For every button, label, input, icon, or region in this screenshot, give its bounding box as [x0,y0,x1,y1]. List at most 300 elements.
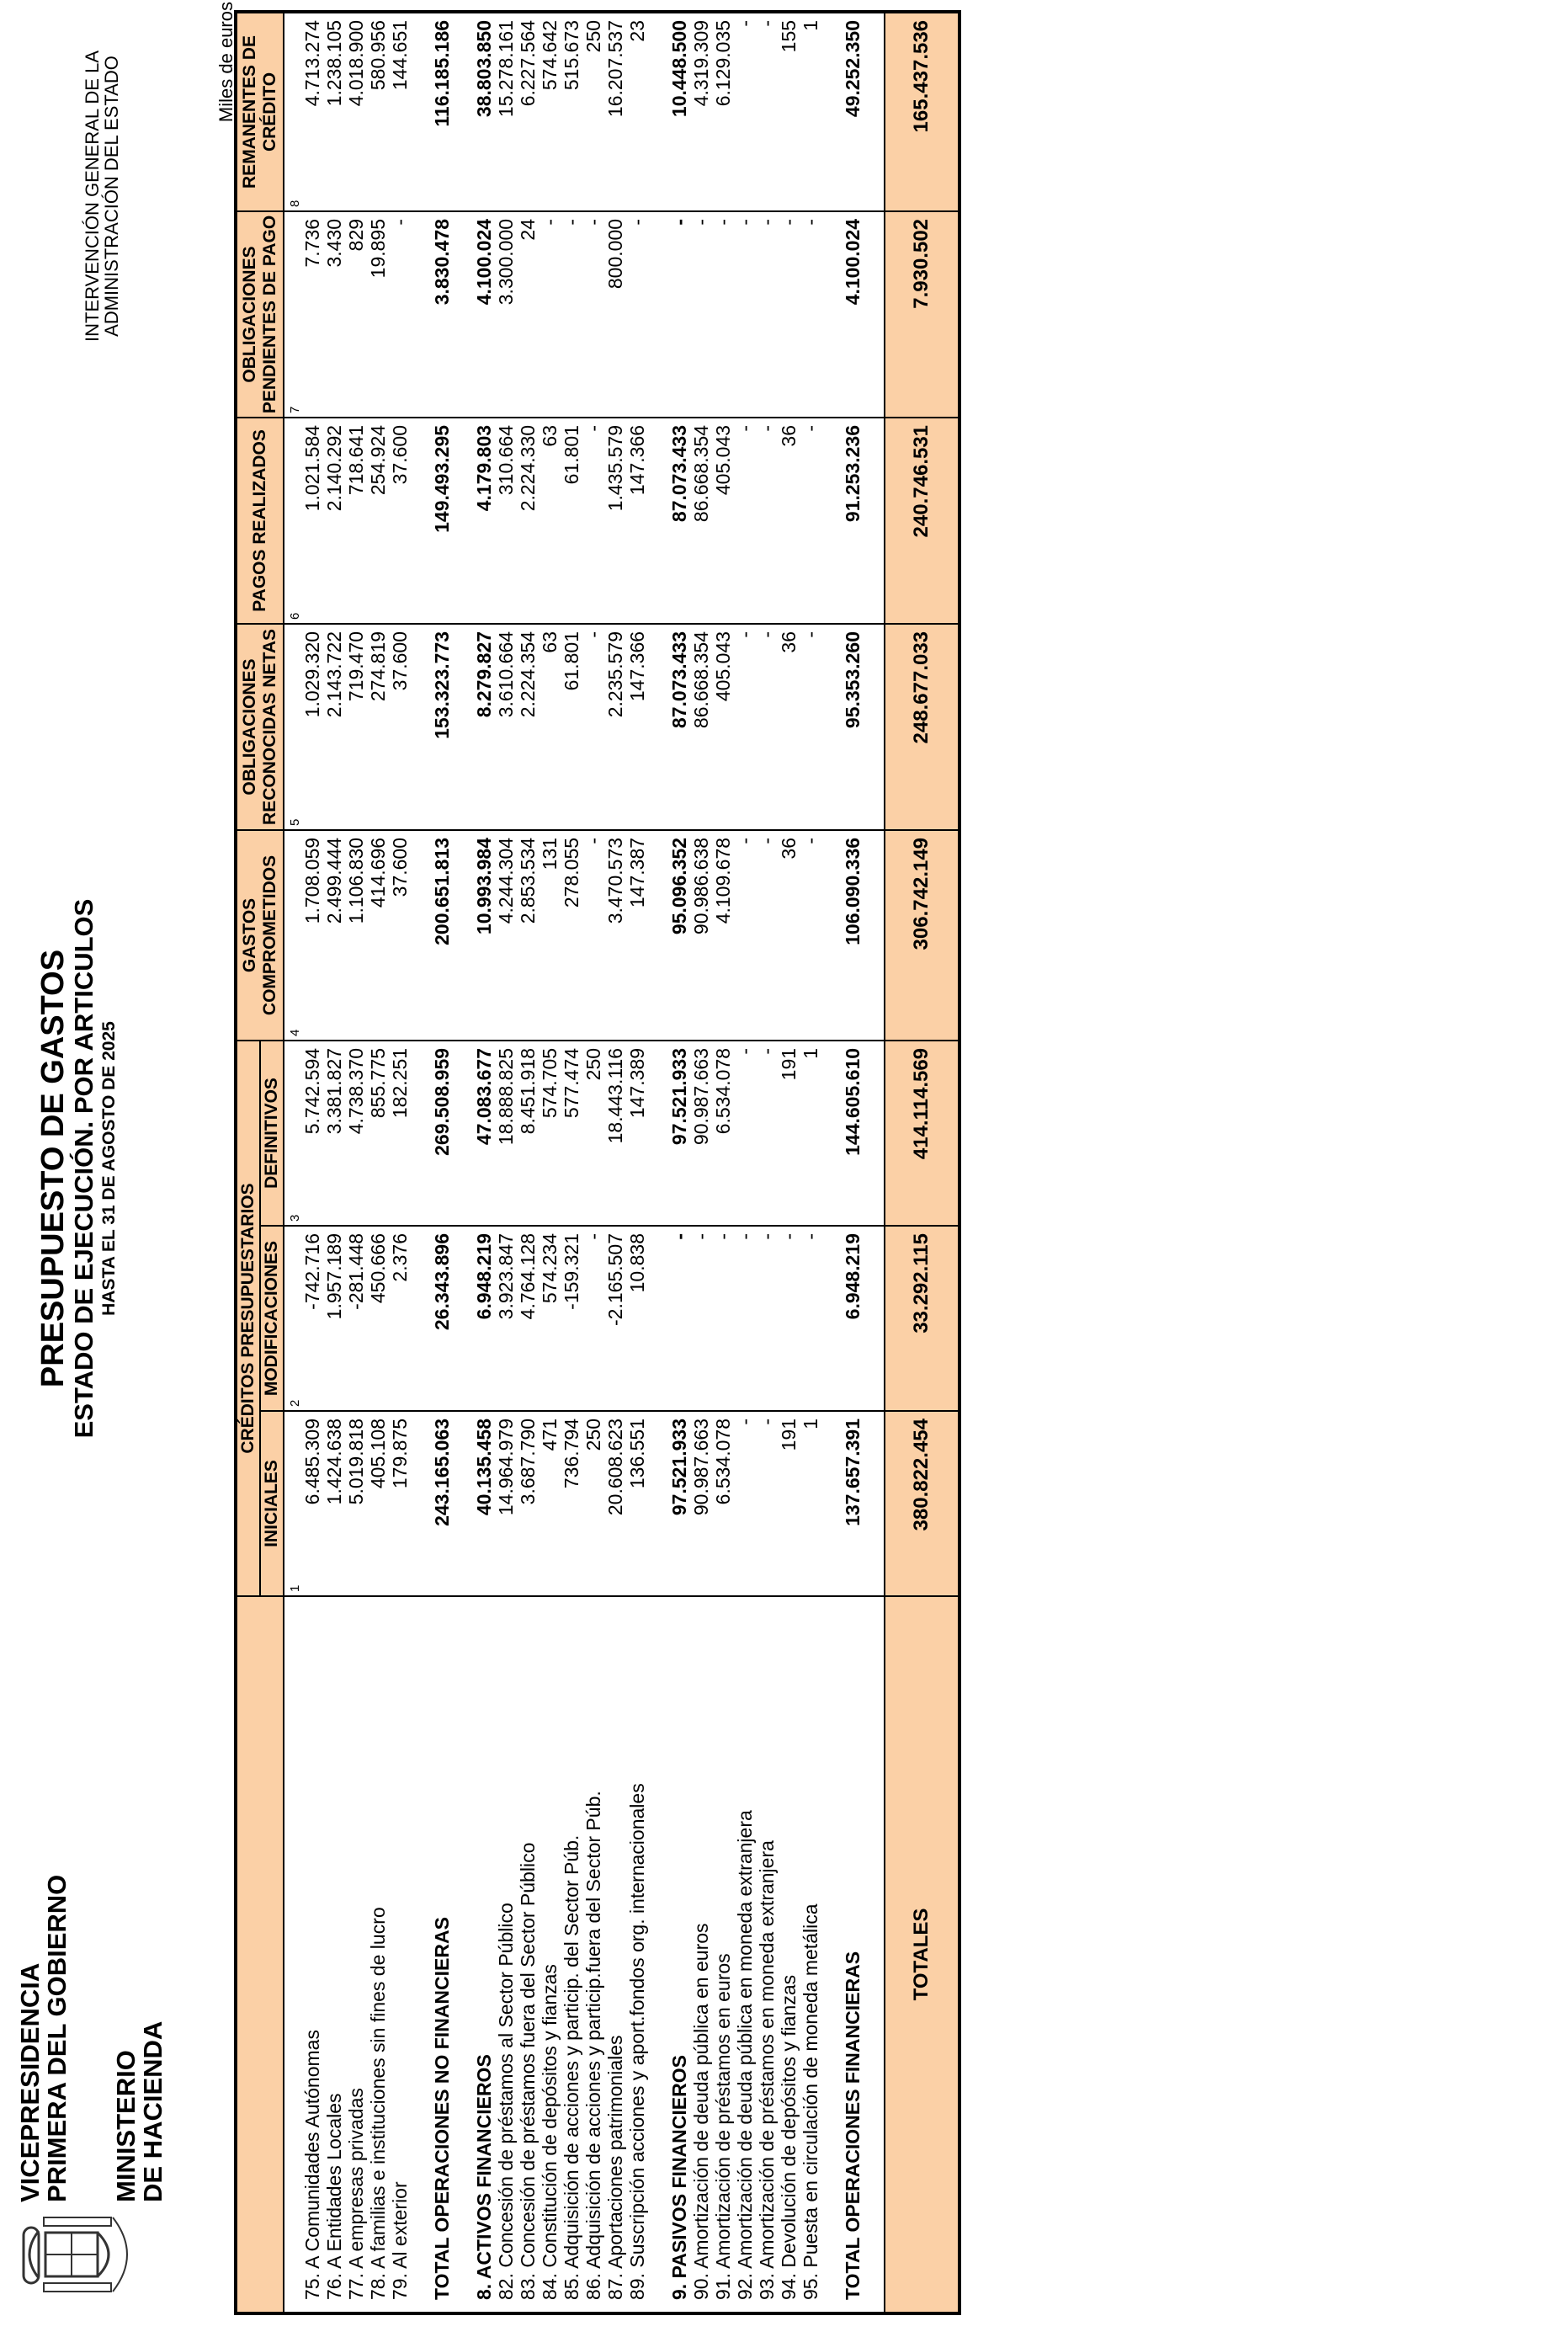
row-label: 84. Constitución de depósitos y fianzas [539,1964,561,2300]
value-cell: 3.381.827 [323,1041,345,1226]
spacer-cell [821,211,842,418]
value-cell: -2.165.507 [604,1226,626,1411]
value-cell: 4.179.803 [473,418,495,624]
value-cell: 155 [778,13,800,211]
spacer-row [453,13,473,2312]
value-cell: - [389,211,411,418]
value-cell: 274.819 [367,624,389,830]
value-cell: 153.323.773 [431,624,453,830]
value-cell: 243.165.063 [431,1411,453,1596]
subtotal-row [473,13,495,2312]
value-cell: 36 [778,624,800,830]
spacer-row [648,13,668,2312]
header-pagos-realizados: PAGOS REALIZADOS [237,418,284,624]
value-cell: 147.366 [626,624,648,830]
value-cell: 91.253.236 [842,418,864,624]
value-cell: 97.521.933 [668,1411,690,1596]
value-cell: 23 [626,13,648,211]
value-cell: 8.279.827 [473,624,495,830]
row-label: 94. Devolución de depósitos y fianzas [778,1974,800,2300]
value-cell: 90.987.663 [690,1411,712,1596]
value-cell: - [756,830,778,1041]
value-cell: 405.108 [367,1411,389,1596]
spacer-cell [864,624,885,830]
value-cell: 18.888.825 [495,1041,517,1226]
value-cell: -281.448 [345,1226,367,1411]
value-cell: - [539,211,561,418]
value-cell: - [800,1226,821,1411]
row-label: 95. Puesta en circulación de moneda metálica [800,1903,821,2300]
value-cell: 719.470 [345,624,367,830]
column-number: 3 [284,1041,301,1226]
table-row [495,13,517,2312]
value-cell: 116.185.186 [431,13,453,211]
value-cell: 86.668.354 [690,418,712,624]
spacer-cell [821,418,842,624]
row-label: 83. Concesión de préstamos fuera del Sector Público [517,1842,539,2300]
table-row [367,13,389,2312]
value-cell: 250 [582,13,604,211]
row-label: TOTAL OPERACIONES FINANCIERAS [842,1951,864,2300]
spacer-cell [411,1411,431,1596]
value-cell: - [800,418,821,624]
value-cell: 200.651.813 [431,830,453,1041]
value-cell: 718.641 [345,418,367,624]
value-cell: 14.964.979 [495,1411,517,1596]
value-cell: 1.021.584 [301,418,323,624]
value-cell: 137.657.391 [842,1411,864,1596]
value-cell: 86.668.354 [690,624,712,830]
table-row [517,13,539,2312]
spacer-cell [648,830,668,1041]
table-header-row [237,13,260,2312]
value-cell: 2.376 [389,1226,411,1411]
value-cell: 6.534.078 [712,1411,734,1596]
row-label: 87. Aportaciones patrimoniales [604,2035,626,2300]
spacer-row [864,13,885,2312]
value-cell: - [626,211,648,418]
spacer-cell [648,211,668,418]
row-label: 93. Amortización de préstamos en moneda extranjera [756,1840,778,2300]
value-cell: 574.234 [539,1226,561,1411]
row-label: TOTALES [885,1596,958,2312]
value-cell: 1.029.320 [301,624,323,830]
header-modificaciones: MODIFICACIONES [260,1226,284,1411]
value-cell: - [778,1226,800,1411]
value-cell: - [800,211,821,418]
spacer-cell [453,1226,473,1411]
intervencion-label: INTERVENCIÓN GENERAL DE LA ADMINISTRACIÓN DEL ESTADO [82,51,122,342]
value-cell: 49.252.350 [842,13,864,211]
spacer-cell [821,1411,842,1596]
value-cell: 4.100.024 [473,211,495,418]
value-cell: - [561,211,582,418]
value-cell: 1.424.638 [323,1411,345,1596]
header-creditos-presupuestarios: CRÉDITOS PRESUPUESTARIOS [237,1041,260,1596]
row-label: 76. A Entidades Locales [323,2093,345,2300]
value-cell: - [734,418,756,624]
value-cell: 736.794 [561,1411,582,1596]
value-cell: - [756,418,778,624]
value-cell: - [582,418,604,624]
value-cell: 1.435.579 [604,418,626,624]
vicepresidencia-label: VICEPRESIDENCIA PRIMERA DEL GOBIERNO [15,1874,72,2202]
value-cell: - [734,1411,756,1596]
value-cell: 10.838 [626,1226,648,1411]
spacer-cell [453,1411,473,1596]
value-cell: - [712,1226,734,1411]
table-row [345,13,367,2312]
subtotal-row [842,13,864,2312]
value-cell: 855.775 [367,1041,389,1226]
value-cell: 414.114.569 [885,1041,958,1226]
value-cell: - [690,1226,712,1411]
value-cell: - [734,1226,756,1411]
value-cell: 10.993.984 [473,830,495,1041]
value-cell: 18.443.116 [604,1041,626,1226]
value-cell: 37.600 [389,830,411,1041]
value-cell: 95.353.260 [842,624,864,830]
spacer-cell [864,1226,885,1411]
spacer-cell [411,624,431,830]
spacer-cell [648,1041,668,1226]
value-cell: - [582,624,604,830]
value-cell: 2.224.330 [517,418,539,624]
value-cell: 26.343.896 [431,1226,453,1411]
spacer-cell [411,418,431,624]
row-label: 78. A familias e instituciones sin fines de lucro [367,1907,389,2300]
totals-row [885,13,958,2312]
value-cell: 144.605.610 [842,1041,864,1226]
spacer-cell [453,830,473,1041]
value-cell: 2.499.444 [323,830,345,1041]
header-remanentes: REMANENTES DE CRÉDITO [237,13,284,211]
spacer-cell [864,1596,885,2312]
value-cell: 4.109.678 [712,830,734,1041]
value-cell: - [582,1226,604,1411]
value-cell: 3.430 [323,211,345,418]
value-cell: 147.366 [626,418,648,624]
value-cell: 829 [345,211,367,418]
value-cell: 450.666 [367,1226,389,1411]
value-cell: 149.493.295 [431,418,453,624]
row-label: 92. Amortización de deuda pública en moneda extranjera [734,1810,756,2300]
value-cell: 574.642 [539,13,561,211]
column-number-row [284,13,301,2312]
value-cell: 5.742.594 [301,1041,323,1226]
spacer-cell [411,1041,431,1226]
value-cell: - [668,211,690,418]
value-cell: 2.224.354 [517,624,539,830]
value-cell: 3.300.000 [495,211,517,418]
ministerio-label: MINISTERIO DE HACIENDA [111,2020,167,2202]
spacer-cell [453,13,473,211]
value-cell: 278.055 [561,830,582,1041]
value-cell: - [734,624,756,830]
value-cell: 414.696 [367,830,389,1041]
value-cell: 1.106.830 [345,830,367,1041]
value-cell: 1 [800,1041,821,1226]
value-cell: 7.930.502 [885,211,958,418]
value-cell: 38.803.850 [473,13,495,211]
header-obligaciones-netas: OBLIGACIONES RECONOCIDAS NETAS [237,624,284,830]
spacer-cell [411,211,431,418]
table-row [690,13,712,2312]
header-blank-cell [237,1596,284,2312]
value-cell: - [582,211,604,418]
value-cell: 2.140.292 [323,418,345,624]
table-row [582,13,604,2312]
value-cell: 144.651 [389,13,411,211]
value-cell: 90.986.638 [690,830,712,1041]
column-number: 4 [284,830,301,1041]
value-cell: 37.600 [389,624,411,830]
spacer-cell [821,830,842,1041]
row-label: TOTAL OPERACIONES NO FINANCIERAS [431,1917,453,2300]
value-cell: 4.018.900 [345,13,367,211]
spacer-row [411,13,431,2312]
value-cell: 6.485.309 [301,1411,323,1596]
subtotal-row [668,13,690,2312]
header-definitivos: DEFINITIVOS [260,1041,284,1226]
row-label: 8. ACTIVOS FINANCIEROS [473,2054,495,2300]
table-row [539,13,561,2312]
table-row [800,13,821,2312]
value-cell: 10.448.500 [668,13,690,211]
value-cell: - [734,830,756,1041]
spacer-cell [411,1226,431,1411]
spacer-cell [453,624,473,830]
value-cell: - [734,1041,756,1226]
value-cell: 250 [582,1411,604,1596]
value-cell: 95.096.352 [668,830,690,1041]
value-cell: 6.129.035 [712,13,734,211]
spacer-cell [821,1596,842,2312]
subtotal-row [431,13,453,2312]
value-cell: - [712,211,734,418]
value-cell: 2.143.722 [323,624,345,830]
value-cell: 7.736 [301,211,323,418]
value-cell: 1.957.189 [323,1226,345,1411]
spacer-cell [864,13,885,211]
budget-execution-table [237,13,958,2312]
spacer-cell [821,624,842,830]
spacer-cell [864,1041,885,1226]
table-row [389,13,411,2312]
value-cell: 131 [539,830,561,1041]
value-cell: 63 [539,418,561,624]
value-cell: - [800,624,821,830]
table-row [756,13,778,2312]
spacer-cell [648,13,668,211]
value-cell: -742.716 [301,1226,323,1411]
value-cell: 6.534.078 [712,1041,734,1226]
spacer-cell [864,1411,885,1596]
value-cell: 106.090.336 [842,830,864,1041]
row-label: 90. Amortización de deuda pública en euros [690,1923,712,2300]
column-number: 8 [284,13,301,211]
header-obligaciones-pendientes: OBLIGACIONES PENDIENTES DE PAGO [237,211,284,418]
value-cell: 61.801 [561,624,582,830]
value-cell: 250 [582,1041,604,1226]
value-cell: 3.830.478 [431,211,453,418]
value-cell: 147.389 [626,1041,648,1226]
document-title: PRESUPUESTO DE GASTOS [35,949,71,1388]
value-cell: 16.207.537 [604,13,626,211]
column-number: 1 [284,1411,301,1596]
value-cell: 248.677.033 [885,624,958,830]
value-cell: 471 [539,1411,561,1596]
value-cell: 574.705 [539,1041,561,1226]
column-number: 2 [284,1226,301,1411]
value-cell: - [778,211,800,418]
value-cell: 87.073.433 [668,418,690,624]
value-cell: 6.948.219 [842,1226,864,1411]
table-row [561,13,582,2312]
value-cell: - [800,830,821,1041]
spacer-cell [864,211,885,418]
value-cell: 515.673 [561,13,582,211]
value-cell: 800.000 [604,211,626,418]
value-cell: 15.278.161 [495,13,517,211]
value-cell: 20.608.623 [604,1411,626,1596]
value-cell: 37.600 [389,418,411,624]
value-cell: 4.244.304 [495,830,517,1041]
value-cell: 240.746.531 [885,418,958,624]
header-gastos-comprometidos: GASTOS COMPROMETIDOS [237,830,284,1041]
value-cell: 577.474 [561,1041,582,1226]
value-cell: 2.235.579 [604,624,626,830]
column-number: 6 [284,418,301,624]
value-cell: 405.043 [712,418,734,624]
spacer-cell [453,1596,473,2312]
value-cell: 4.713.274 [301,13,323,211]
value-cell: 191 [778,1041,800,1226]
value-cell: 147.387 [626,830,648,1041]
value-cell: 6.227.564 [517,13,539,211]
spacer-cell [453,1041,473,1226]
value-cell: 63 [539,624,561,830]
value-cell: 24 [517,211,539,418]
spacer-cell [648,1226,668,1411]
value-cell: 6.948.219 [473,1226,495,1411]
value-cell: 182.251 [389,1041,411,1226]
value-cell: 1.238.105 [323,13,345,211]
spacer-cell [411,13,431,211]
row-label: 85. Adquisición de acciones y particip. del Sector Púb. [561,1834,582,2300]
value-cell: 33.292.115 [885,1226,958,1411]
value-cell: 254.924 [367,418,389,624]
value-cell: - [756,1411,778,1596]
spacer-cell [648,1411,668,1596]
value-cell: - [756,13,778,211]
row-label: 75. A Comunidades Autónomas [301,2030,323,2300]
value-cell: - [734,13,756,211]
value-cell: 36 [778,418,800,624]
value-cell: 4.764.128 [517,1226,539,1411]
value-cell: 4.319.309 [690,13,712,211]
row-label: 9. PASIVOS FINANCIEROS [668,2055,690,2300]
table-row [626,13,648,2312]
value-cell: 1 [800,13,821,211]
value-cell: 179.875 [389,1411,411,1596]
value-cell: - [668,1226,690,1411]
table-row [734,13,756,2312]
value-cell: 580.956 [367,13,389,211]
spacer-cell [411,830,431,1041]
document-date: HASTA EL 31 DE AGOSTO DE 2025 [99,1021,119,1316]
value-cell: 19.895 [367,211,389,418]
spacer-cell [648,624,668,830]
spacer-cell [864,830,885,1041]
value-cell: 90.987.663 [690,1041,712,1226]
spacer-cell [453,211,473,418]
value-cell: 405.043 [712,624,734,830]
row-label: 82. Concesión de préstamos al Sector Público [495,1903,517,2300]
row-label: 91. Amortización de préstamos en euros [712,1953,734,2300]
spacer-cell [411,1596,431,2312]
spacer-cell [453,418,473,624]
value-cell: - [756,624,778,830]
value-cell: 36 [778,830,800,1041]
value-cell: 61.801 [561,418,582,624]
row-label: 89. Suscripción acciones y aport.fondos org. internacionales [626,1783,648,2300]
value-cell: 5.019.818 [345,1411,367,1596]
value-cell: 306.742.149 [885,830,958,1041]
value-cell: - [582,830,604,1041]
value-cell: 97.521.933 [668,1041,690,1226]
table-row [323,13,345,2312]
row-label: 79. Al exterior [389,2181,411,2300]
value-cell: 3.470.573 [604,830,626,1041]
table-row [604,13,626,2312]
value-cell: - [756,211,778,418]
value-cell: 87.073.433 [668,624,690,830]
value-cell: 3.610.664 [495,624,517,830]
units-label: Miles de euros [215,2,237,123]
value-cell: 165.437.536 [885,13,958,211]
value-cell: 47.083.677 [473,1041,495,1226]
value-cell: 4.738.370 [345,1041,367,1226]
value-cell: -159.321 [561,1226,582,1411]
value-cell: 40.135.458 [473,1411,495,1596]
spacer-cell [648,418,668,624]
value-cell: 269.508.959 [431,1041,453,1226]
value-cell: 191 [778,1411,800,1596]
spacer-cell [821,1226,842,1411]
table-row [301,13,323,2312]
value-cell: 1 [800,1411,821,1596]
spacer-cell [821,13,842,211]
value-cell: 1.708.059 [301,830,323,1041]
value-cell: 310.664 [495,418,517,624]
value-cell: 2.853.534 [517,830,539,1041]
row-label: 77. A empresas privadas [345,2088,367,2300]
value-cell: - [690,211,712,418]
spacer-row [821,13,842,2312]
table-row [778,13,800,2312]
header-iniciales: INICIALES [260,1411,284,1596]
spacer-cell [864,418,885,624]
value-cell: 3.687.790 [517,1411,539,1596]
spacer-cell [648,1596,668,2312]
row-label: 86. Adquisición de acciones y particip.fuera del Sector Púb. [582,1791,604,2300]
document-subtitle: ESTADO DE EJECUCIÓN. POR ARTICULOS [69,898,98,1439]
value-cell: 4.100.024 [842,211,864,418]
value-cell: - [756,1226,778,1411]
value-cell: 8.451.918 [517,1041,539,1226]
value-cell: 136.551 [626,1411,648,1596]
